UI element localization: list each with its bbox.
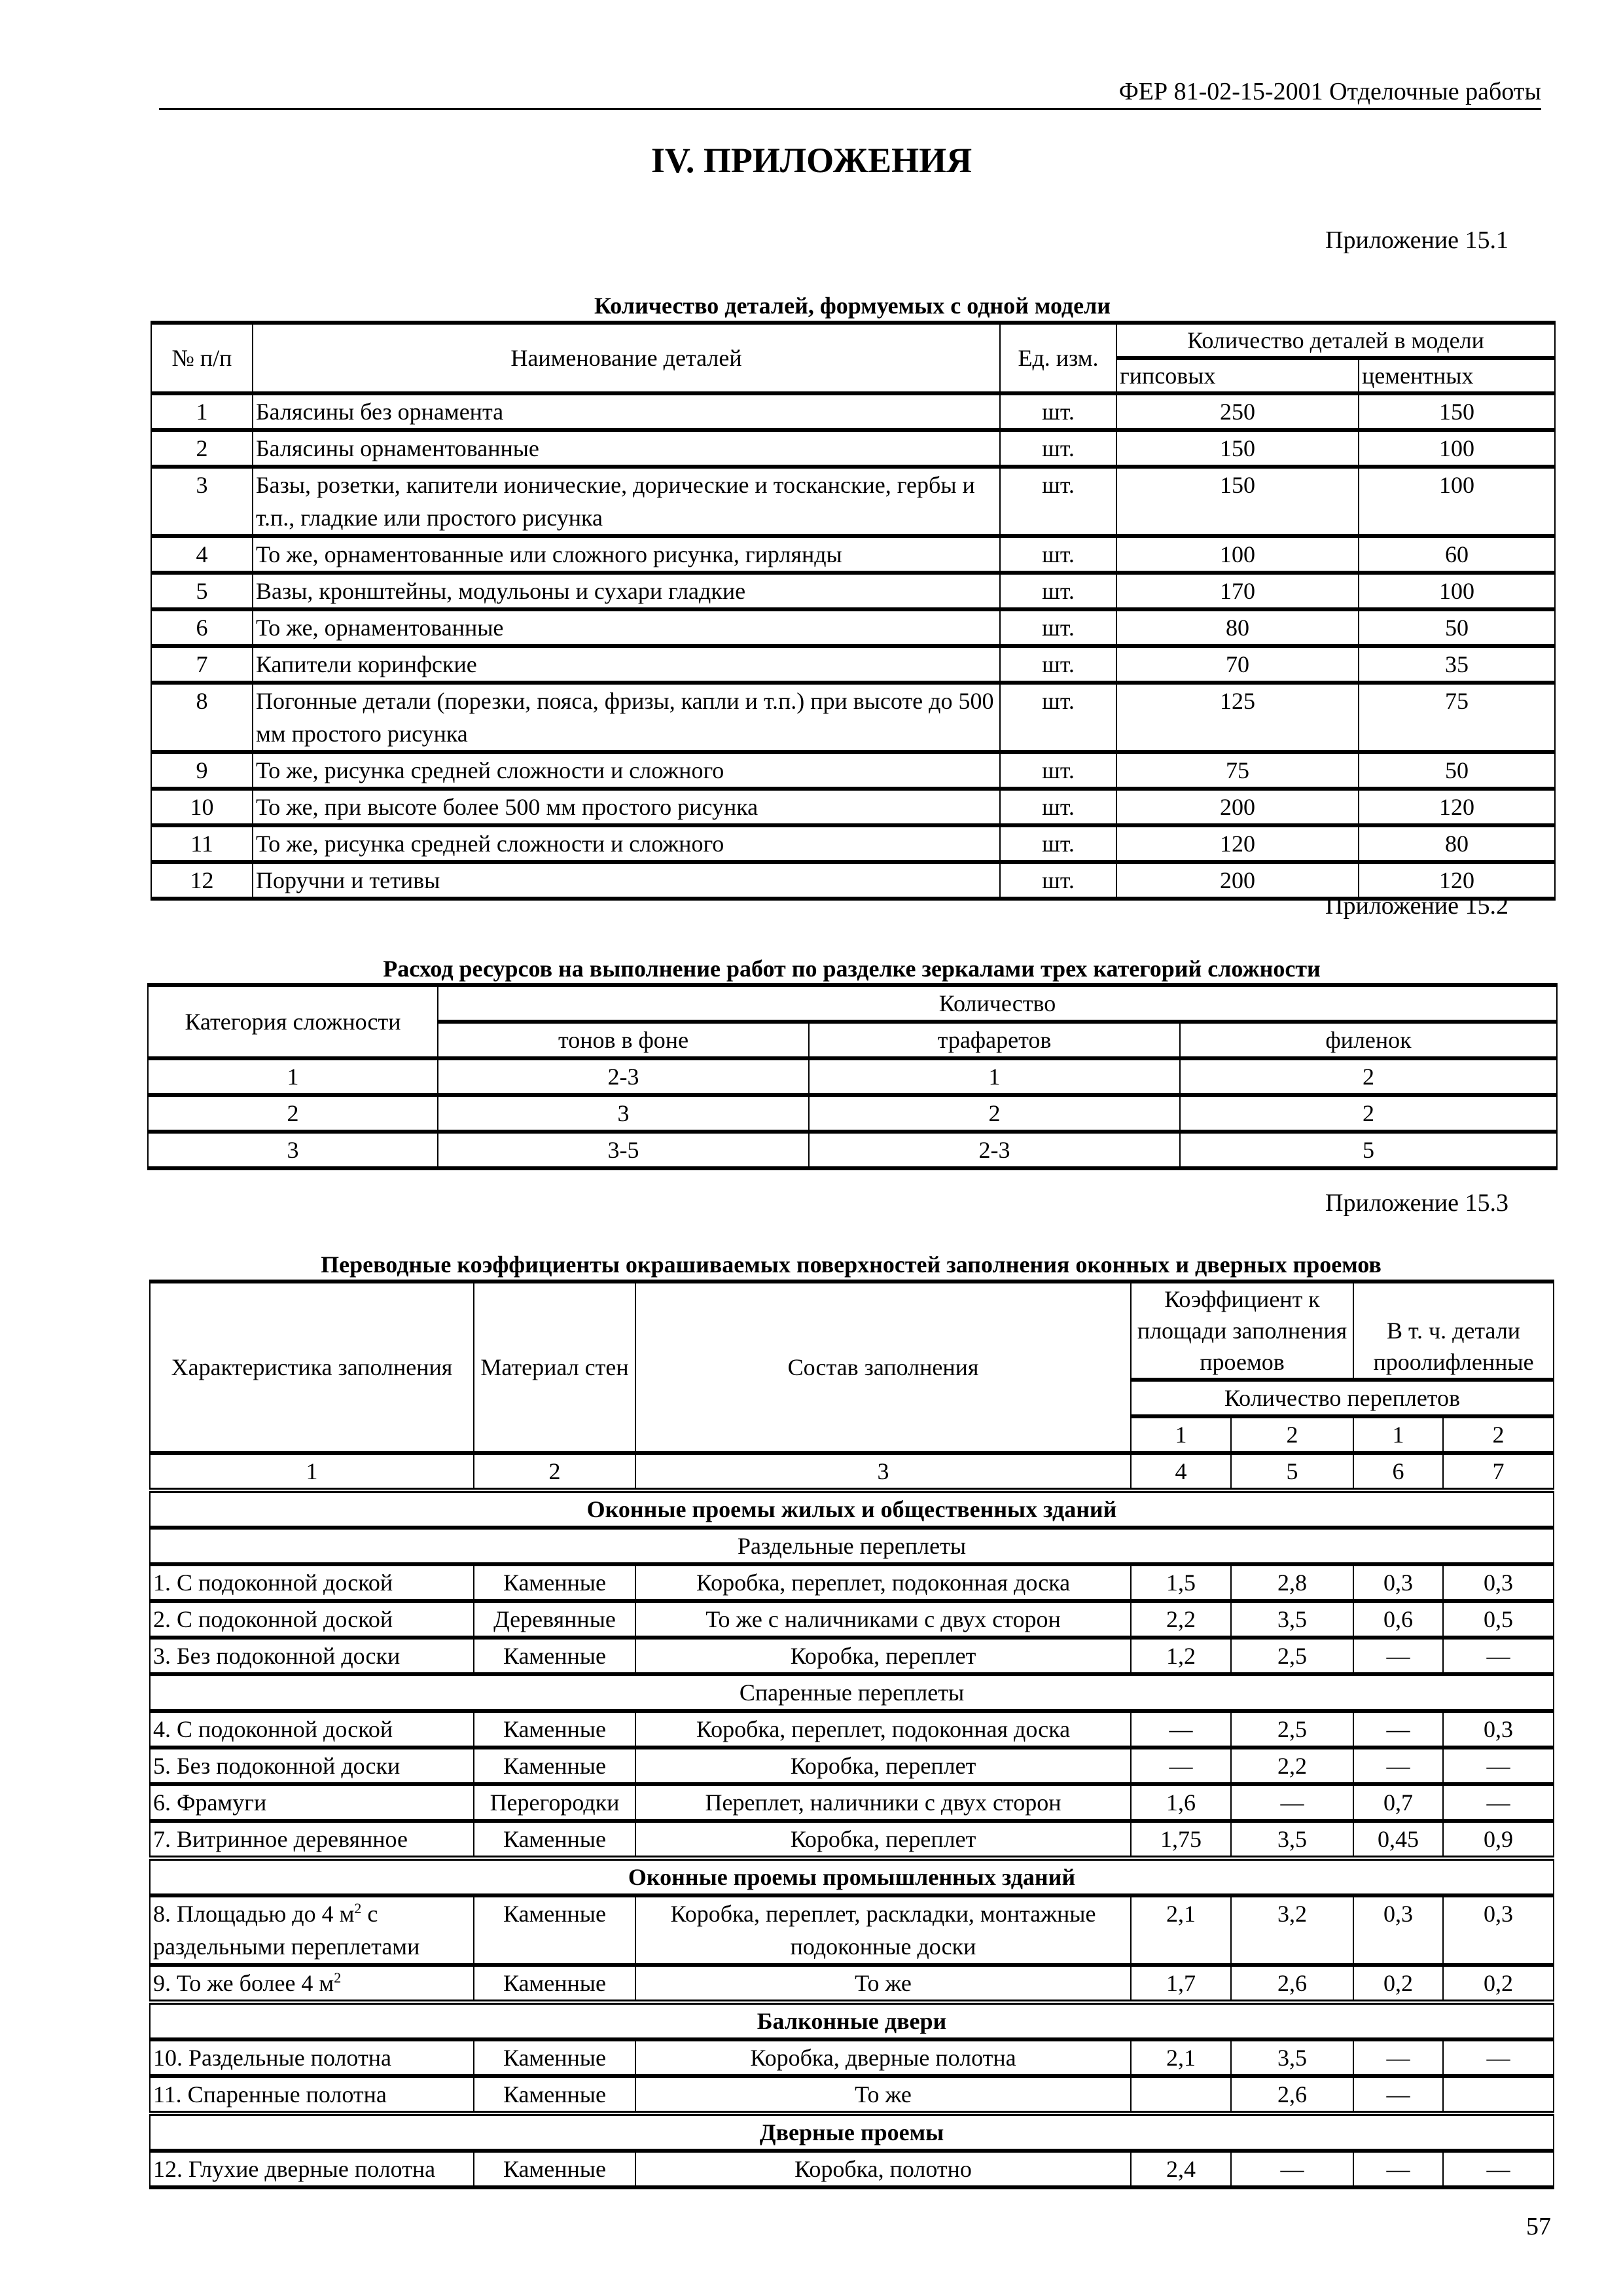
fill-characteristic: 12. Глухие дверные полотна (150, 2151, 474, 2187)
table-row (150, 1711, 1554, 1748)
table-row (148, 1058, 1557, 1095)
fill-characteristic: 2. С подоконной доской (150, 1601, 474, 1638)
appendix-label-15-1: Приложение 15.1 (1325, 226, 1508, 254)
section-title-row (150, 1858, 1554, 1895)
coefficient-value: 3,5 (1231, 1821, 1353, 1858)
coefficient-value: 2,1 (1131, 2039, 1231, 2076)
table-row (150, 1965, 1554, 2002)
col-header-characteristic: Характеристика заполнения (150, 1282, 474, 1453)
col-header-tones: тонов в фоне (438, 1022, 809, 1058)
row-number: 4 (151, 536, 253, 573)
detail-name: Поручни и тетивы (253, 862, 1000, 899)
col-number: 7 (1443, 1453, 1554, 1490)
unit: шт. (1000, 467, 1116, 536)
panels-count: 5 (1180, 1132, 1557, 1168)
detail-name: Базы, розетки, капители ионические, дорические и тосканские, гербы и т.п., гладкие или простого рисунка (253, 467, 1000, 536)
stencils-count: 1 (809, 1058, 1180, 1095)
table-caption-15-1: Количество деталей, формуемых с одной модели (594, 293, 1111, 319)
unit: шт. (1000, 609, 1116, 646)
row-number: 3 (151, 467, 253, 536)
appendix-label-15-2: Приложение 15.2 (1325, 892, 1508, 920)
table-row (150, 1638, 1554, 1674)
gypsum-count: 200 (1116, 862, 1359, 899)
gypsum-count: 250 (1116, 393, 1359, 430)
fill-composition: Коробка, полотно (635, 2151, 1131, 2187)
unit: шт. (1000, 393, 1116, 430)
fill-characteristic: 6. Фрамуги (150, 1784, 474, 1821)
table-row (151, 467, 1555, 536)
wall-material: Деревянные (474, 1601, 635, 1638)
gypsum-count: 150 (1116, 430, 1359, 467)
coefficient-value: — (1353, 1711, 1443, 1748)
coefficient-value: 2,6 (1231, 2076, 1353, 2113)
col-number: 5 (1231, 1453, 1353, 1490)
unit: шт. (1000, 536, 1116, 573)
coefficient-value: — (1443, 1748, 1554, 1784)
col-sub-3: 1 (1353, 1416, 1443, 1453)
coefficient-value: — (1353, 1748, 1443, 1784)
unit: шт. (1000, 646, 1116, 683)
section-title: Дверные проемы (150, 2113, 1554, 2151)
gypsum-count: 170 (1116, 573, 1359, 609)
gypsum-count: 80 (1116, 609, 1359, 646)
row-number: 10 (151, 789, 253, 825)
detail-name: Погонные детали (порезки, пояса, фризы, капли и т.п.) при высоте до 500 мм простого рисунка (253, 683, 1000, 752)
wall-material: Каменные (474, 1564, 635, 1601)
coefficient-value: 3,5 (1231, 2039, 1353, 2076)
coefficient-value: 1,5 (1131, 1564, 1231, 1601)
coefficient-value: 0,45 (1353, 1821, 1443, 1858)
table-row (151, 683, 1555, 752)
table-row (150, 2039, 1554, 2076)
wall-material: Каменные (474, 2151, 635, 2187)
table-row (151, 609, 1555, 646)
detail-name: То же, рисунка средней сложности и сложного (253, 825, 1000, 862)
coefficient-value: 1,7 (1131, 1965, 1231, 2002)
coefficient-value: 3,5 (1231, 1601, 1353, 1638)
fill-characteristic (150, 1895, 474, 1965)
col-header-gypsum: гипсовых (1116, 358, 1359, 393)
fill-characteristic: 11. Спаренные полотна (150, 2076, 474, 2113)
detail-name: Балясины без орнамента (253, 393, 1000, 430)
col-header-num: № п/п (151, 323, 253, 393)
coefficient-value: — (1353, 1638, 1443, 1674)
wall-material: Каменные (474, 1748, 635, 1784)
table-row (151, 430, 1555, 467)
section-title-row (150, 1490, 1554, 1528)
coefficient-value (1131, 2076, 1231, 2113)
coefficient-value: — (1353, 2151, 1443, 2187)
header-rule (159, 108, 1541, 110)
col-header-quantity: Количество (438, 985, 1557, 1022)
category: 1 (148, 1058, 438, 1095)
table-row (150, 1564, 1554, 1601)
table-row (150, 1748, 1554, 1784)
table-row (150, 1821, 1554, 1858)
coefficient-value: 0,2 (1353, 1965, 1443, 2002)
gypsum-count: 100 (1116, 536, 1359, 573)
stencils-count: 2-3 (809, 1132, 1180, 1168)
table-row (150, 1895, 1554, 1965)
table-caption-15-2: Расход ресурсов на выполнение работ по разделке зеркалами трех категорий сложности (383, 956, 1321, 982)
wall-material: Каменные (474, 1711, 635, 1748)
row-number: 1 (151, 393, 253, 430)
unit: шт. (1000, 789, 1116, 825)
col-number: 3 (635, 1453, 1131, 1490)
coefficient-value: 0,2 (1443, 1965, 1554, 2002)
section-title-row (150, 2002, 1554, 2039)
fill-composition: То же с наличниками с двух сторон (635, 1601, 1131, 1638)
unit: шт. (1000, 430, 1116, 467)
table-row (151, 646, 1555, 683)
superscript: 2 (334, 1969, 342, 1986)
coefficient-value: — (1443, 1784, 1554, 1821)
detail-name: То же, орнаментованные (253, 609, 1000, 646)
unit: шт. (1000, 862, 1116, 899)
table-row (150, 1601, 1554, 1638)
coefficient-value: 2,2 (1231, 1748, 1353, 1784)
fill-composition: То же (635, 1965, 1131, 2002)
row-number: 5 (151, 573, 253, 609)
characteristic-text: 8. Площадью до 4 м (153, 1901, 355, 1927)
fill-composition: Коробка, переплет, раскладки, монтажные подоконные доски (635, 1895, 1131, 1965)
col-header-category: Категория сложности (148, 985, 438, 1058)
appendix-label-15-3: Приложение 15.3 (1325, 1189, 1508, 1217)
section-title: Оконные проемы промышленных зданий (150, 1858, 1554, 1895)
unit: шт. (1000, 683, 1116, 752)
table-row (151, 752, 1555, 789)
col-number: 2 (474, 1453, 635, 1490)
cement-count: 100 (1359, 573, 1555, 609)
cement-count: 100 (1359, 467, 1555, 536)
table-row (150, 2076, 1554, 2113)
category: 3 (148, 1132, 438, 1168)
column-number-row (150, 1453, 1554, 1490)
fill-characteristic: 4. С подоконной доской (150, 1711, 474, 1748)
col-header-frames-count: Количество переплетов (1131, 1380, 1554, 1416)
col-header-unit: Ед. изм. (1000, 323, 1116, 393)
wall-material: Каменные (474, 1895, 635, 1965)
tones-count: 2-3 (438, 1058, 809, 1095)
wall-material: Каменные (474, 1821, 635, 1858)
coefficient-value: 0,9 (1443, 1821, 1554, 1858)
row-number: 11 (151, 825, 253, 862)
fill-composition: Коробка, переплет (635, 1748, 1131, 1784)
coefficient-value: 0,7 (1353, 1784, 1443, 1821)
fill-composition: Коробка, переплет (635, 1638, 1131, 1674)
table-row (151, 789, 1555, 825)
col-header-composition: Состав заполнения (635, 1282, 1131, 1453)
fill-composition: Коробка, дверные полотна (635, 2039, 1131, 2076)
cement-count: 120 (1359, 789, 1555, 825)
gypsum-count: 75 (1116, 752, 1359, 789)
detail-name: Капители коринфские (253, 646, 1000, 683)
wall-material: Каменные (474, 1965, 635, 2002)
coefficient-value: — (1353, 2039, 1443, 2076)
fill-composition: Коробка, переплет, подоконная доска (635, 1711, 1131, 1748)
col-sub-4: 2 (1443, 1416, 1554, 1453)
coefficient-value: 2,5 (1231, 1638, 1353, 1674)
col-header-group: Количество деталей в модели (1116, 323, 1555, 358)
table-row (151, 825, 1555, 862)
section-title-row (150, 2113, 1554, 2151)
table-row (148, 1132, 1557, 1168)
row-number: 7 (151, 646, 253, 683)
coefficient-value: 0,3 (1353, 1895, 1443, 1965)
table-row (150, 1784, 1554, 1821)
col-header-incl-oiled: В т. ч. детали проолифленные (1353, 1282, 1554, 1380)
cement-count: 120 (1359, 862, 1555, 899)
table-15-1 (151, 321, 1556, 901)
coefficient-value: 2,8 (1231, 1564, 1353, 1601)
panels-count: 2 (1180, 1095, 1557, 1132)
cement-count: 50 (1359, 609, 1555, 646)
wall-material: Каменные (474, 1638, 635, 1674)
cement-count: 75 (1359, 683, 1555, 752)
coefficient-value: 2,5 (1231, 1711, 1353, 1748)
row-number: 12 (151, 862, 253, 899)
fill-composition: То же (635, 2076, 1131, 2113)
cement-count: 60 (1359, 536, 1555, 573)
col-header-panels: филенок (1180, 1022, 1557, 1058)
gypsum-count: 70 (1116, 646, 1359, 683)
unit: шт. (1000, 825, 1116, 862)
coefficient-value: 0,3 (1443, 1564, 1554, 1601)
coefficient-value: — (1443, 1638, 1554, 1674)
detail-name: Балясины орнаментованные (253, 430, 1000, 467)
coefficient-value: 0,6 (1353, 1601, 1443, 1638)
wall-material: Перегородки (474, 1784, 635, 1821)
col-header-name: Наименование деталей (253, 323, 1000, 393)
detail-name: То же, рисунка средней сложности и сложного (253, 752, 1000, 789)
coefficient-value: 1,2 (1131, 1638, 1231, 1674)
fill-composition: Коробка, переплет, подоконная доска (635, 1564, 1131, 1601)
coefficient-value: — (1131, 1748, 1231, 1784)
table-row (151, 573, 1555, 609)
gypsum-count: 120 (1116, 825, 1359, 862)
coefficient-value: — (1443, 2039, 1554, 2076)
gypsum-count: 150 (1116, 467, 1359, 536)
coefficient-value: 2,4 (1131, 2151, 1231, 2187)
fill-composition: Коробка, переплет (635, 1821, 1131, 1858)
coefficient-value: — (1353, 2076, 1443, 2113)
stencils-count: 2 (809, 1095, 1180, 1132)
group-subtitle-row (150, 1528, 1554, 1564)
characteristic-text: с раздельными переплетами (153, 1901, 420, 1960)
table-caption-15-3: Переводные коэффициенты окрашиваемых поверхностей заполнения оконных и дверных проемов (321, 1251, 1382, 1278)
characteristic-text: 9. То же более 4 м (153, 1970, 334, 1996)
col-number: 4 (1131, 1453, 1231, 1490)
panels-count: 2 (1180, 1058, 1557, 1095)
coefficient-value: — (1131, 1711, 1231, 1748)
coefficient-value: 0,3 (1443, 1895, 1554, 1965)
page-number: 57 (1526, 2213, 1551, 2240)
coefficient-value: 1,75 (1131, 1821, 1231, 1858)
row-number: 9 (151, 752, 253, 789)
coefficient-value: — (1231, 1784, 1353, 1821)
fill-characteristic: 5. Без подоконной доски (150, 1748, 474, 1784)
row-number: 6 (151, 609, 253, 646)
coefficient-value: 2,1 (1131, 1895, 1231, 1965)
fill-characteristic: 7. Витринное деревянное (150, 1821, 474, 1858)
wall-material: Каменные (474, 2039, 635, 2076)
tones-count: 3-5 (438, 1132, 809, 1168)
category: 2 (148, 1095, 438, 1132)
table-15-2 (147, 983, 1558, 1170)
detail-name: То же, орнаментованные или сложного рисунка, гирлянды (253, 536, 1000, 573)
superscript: 2 (354, 1900, 362, 1916)
col-number: 6 (1353, 1453, 1443, 1490)
coefficient-value: 0,5 (1443, 1601, 1554, 1638)
gypsum-count: 200 (1116, 789, 1359, 825)
fill-characteristic: 3. Без подоконной доски (150, 1638, 474, 1674)
unit: шт. (1000, 752, 1116, 789)
col-sub-2: 2 (1231, 1416, 1353, 1453)
col-header-wall-material: Материал стен (474, 1282, 635, 1453)
tones-count: 3 (438, 1095, 809, 1132)
coefficient-value: — (1443, 2151, 1554, 2187)
group-subtitle: Раздельные переплеты (150, 1528, 1554, 1564)
cement-count: 150 (1359, 393, 1555, 430)
coefficient-value: 0,3 (1443, 1711, 1554, 1748)
coefficient-value: — (1231, 2151, 1353, 2187)
fill-characteristic: 1. С подоконной доской (150, 1564, 474, 1601)
coefficient-value: 1,6 (1131, 1784, 1231, 1821)
col-header-coef-area: Коэффициент к площади заполнения проемов (1131, 1282, 1353, 1380)
table-row (151, 536, 1555, 573)
table-15-3 (149, 1280, 1554, 2189)
row-number: 2 (151, 430, 253, 467)
unit: шт. (1000, 573, 1116, 609)
section-title: Балконные двери (150, 2002, 1554, 2039)
running-header: ФЕР 81-02-15-2001 Отделочные работы (1118, 78, 1541, 105)
section-title: Оконные проемы жилых и общественных зданий (150, 1490, 1554, 1528)
gypsum-count: 125 (1116, 683, 1359, 752)
row-number: 8 (151, 683, 253, 752)
section-title: IV. ПРИЛОЖЕНИЯ (651, 141, 972, 180)
table-row (150, 2151, 1554, 2187)
cement-count: 100 (1359, 430, 1555, 467)
fill-characteristic (150, 1965, 474, 2002)
group-subtitle-row (150, 1674, 1554, 1711)
col-header-stencils: трафаретов (809, 1022, 1180, 1058)
fill-composition: Переплет, наличники с двух сторон (635, 1784, 1131, 1821)
coefficient-value: 3,2 (1231, 1895, 1353, 1965)
detail-name: То же, при высоте более 500 мм простого рисунка (253, 789, 1000, 825)
group-subtitle: Спаренные переплеты (150, 1674, 1554, 1711)
coefficient-value: 0,3 (1353, 1564, 1443, 1601)
coefficient-value: 2,2 (1131, 1601, 1231, 1638)
cement-count: 35 (1359, 646, 1555, 683)
coefficient-value (1443, 2076, 1554, 2113)
detail-name: Вазы, кронштейны, модульоны и сухари гладкие (253, 573, 1000, 609)
col-header-cement: цементных (1359, 358, 1555, 393)
coefficient-value: 2,6 (1231, 1965, 1353, 2002)
table-row (151, 393, 1555, 430)
table-row (148, 1095, 1557, 1132)
wall-material: Каменные (474, 2076, 635, 2113)
cement-count: 80 (1359, 825, 1555, 862)
col-sub-1: 1 (1131, 1416, 1231, 1453)
cement-count: 50 (1359, 752, 1555, 789)
col-number: 1 (150, 1453, 474, 1490)
fill-characteristic: 10. Раздельные полотна (150, 2039, 474, 2076)
